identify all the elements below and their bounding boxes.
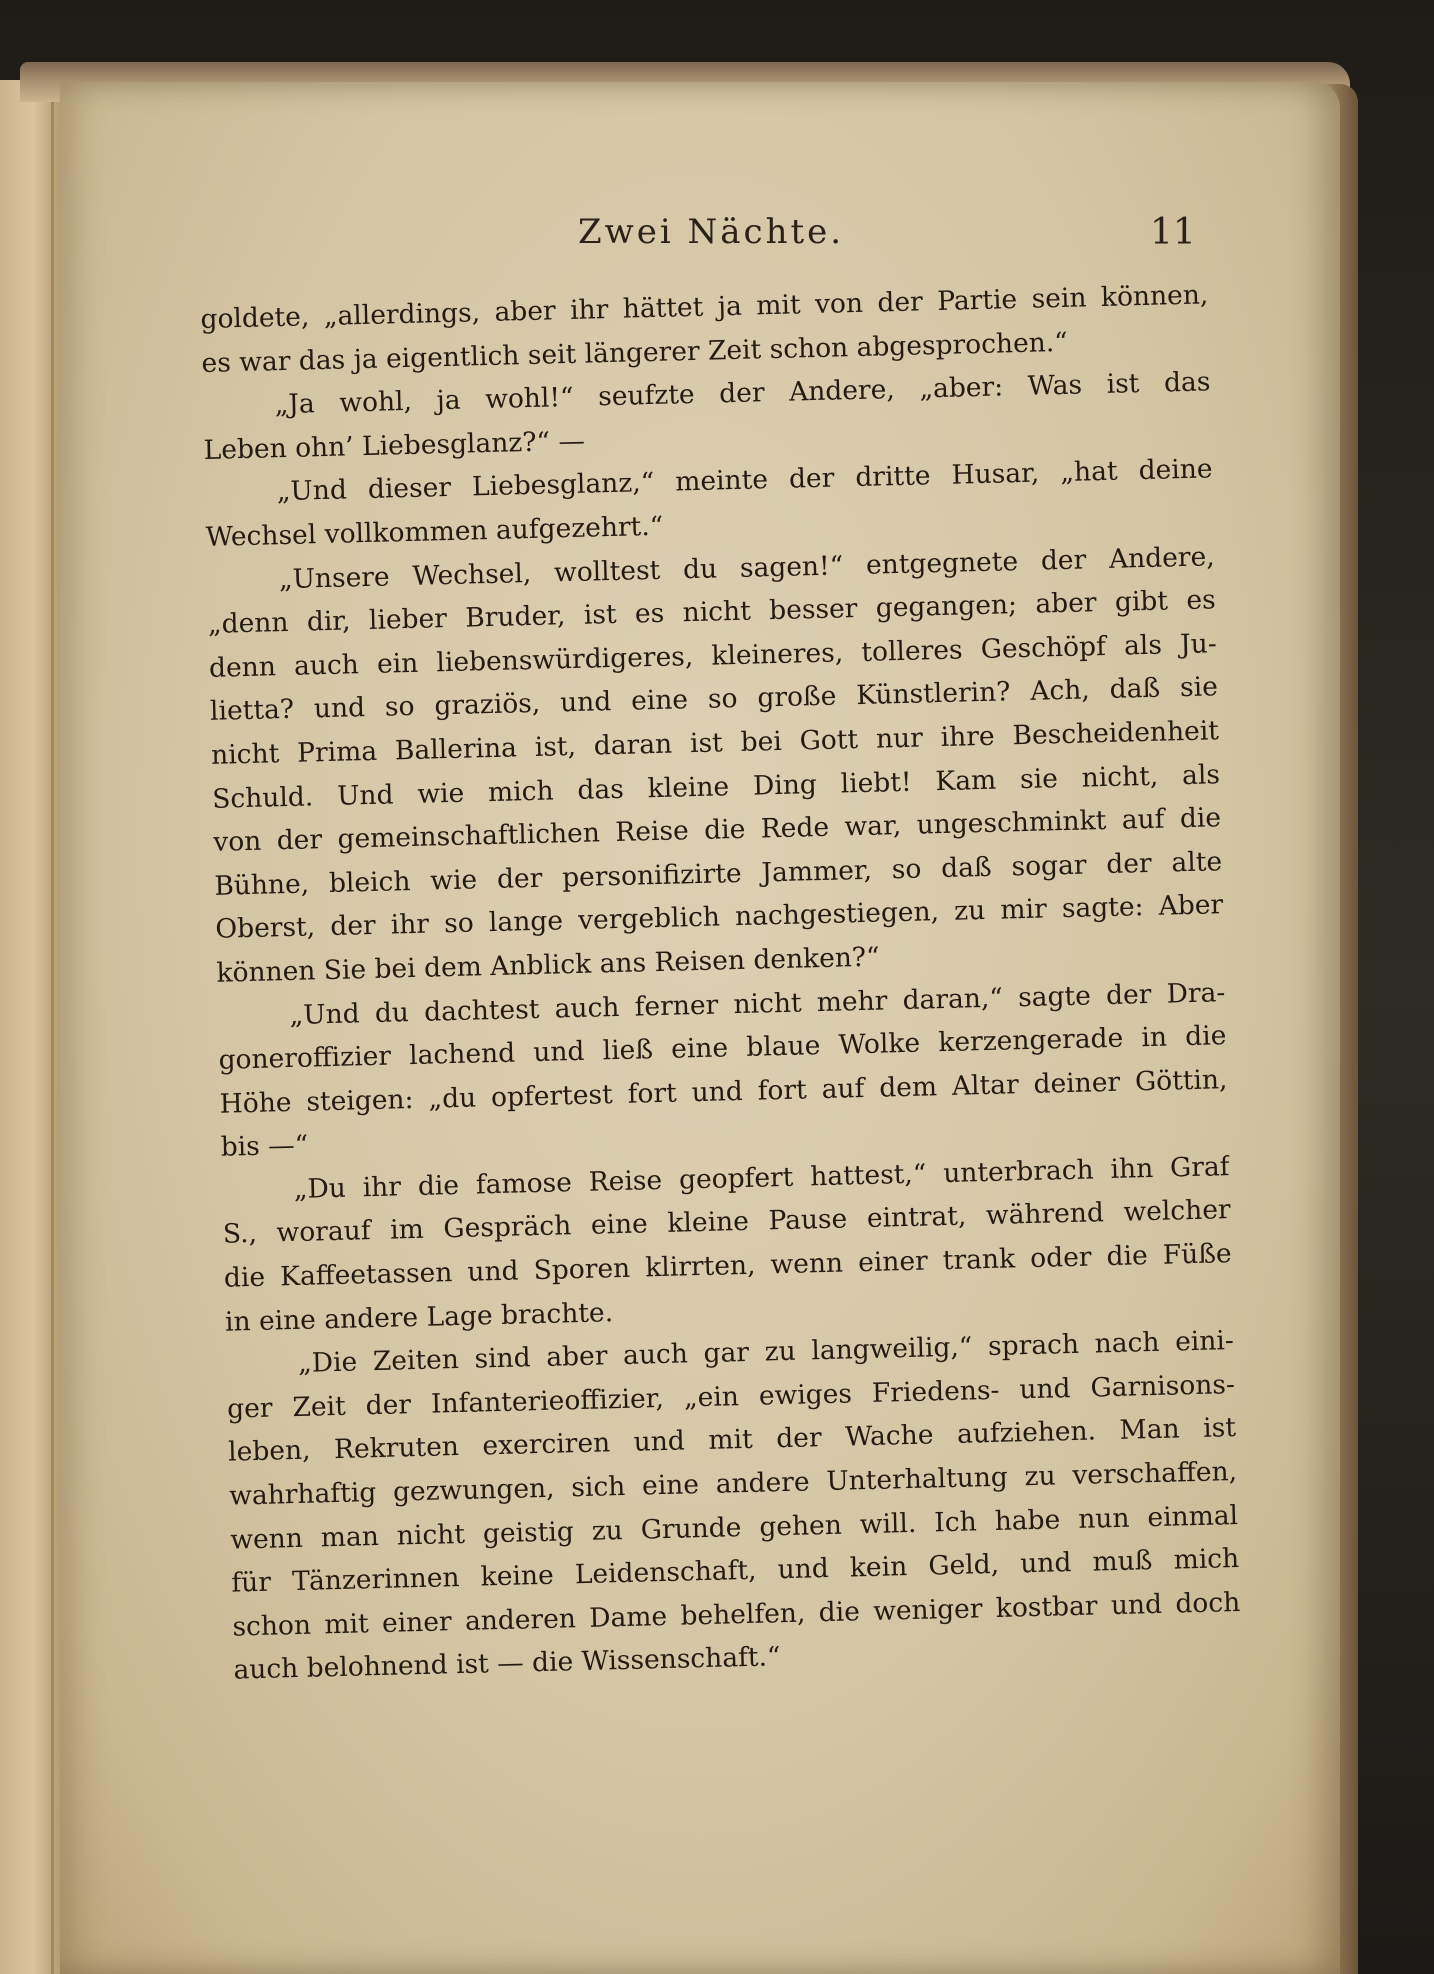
page-number: 11 [1150, 212, 1196, 253]
text-line: „Und du dachtest auch ferner nicht mehr daran,“ sagte der Dra- [289, 976, 1226, 1031]
text-line: denn auch ein liebenswürdigeres, kleineres, tolleres Geschöpf als Ju- [208, 628, 1218, 684]
text-line: Schuld. Und wie mich das kleine Ding liebt! Kam sie nicht, als [211, 758, 1221, 815]
text-line: goldete, „allerdings, aber ihr hättet ja mit von der Partie sein können, [200, 279, 1209, 335]
text-line: bis —“ [220, 1129, 309, 1164]
text-line: ger Zeit der Infanterieoffizier, „ein ewiges Friedens- und Garnisons- [226, 1368, 1236, 1425]
text-line: Wechsel vollkommen aufgezehrt.“ [205, 510, 664, 553]
text-line: „Und dieser Liebesglanz,“ meinte der dritte Husar, „hat deine [276, 453, 1213, 508]
text-line: leben, Rekruten exerciren und mit der Wache aufziehen. Man ist [227, 1412, 1237, 1469]
running-head [0, 212, 1434, 262]
running-title: Zwei Nächte. [578, 212, 845, 252]
text-line: schon mit einer anderen Dame behelfen, die weniger kostbar und doch [232, 1586, 1241, 1643]
text-line: „denn dir, lieber Bruder, ist es nicht besser gegangen; aber gibt es [207, 584, 1217, 641]
text-line: Leben ohn’ Liebesglanz?“ — [203, 425, 586, 466]
text-line: Höhe steigen: „du opfertest fort und fort auf dem Altar deiner Göttin, [219, 1063, 1228, 1120]
text-line: Bühne, bleich wie der personifizirte Jammer, so daß sogar der alte [213, 845, 1223, 902]
text-line: „Ja wohl, ja wohl!“ seufzte der Andere, „aber: Was ist das [274, 366, 1211, 421]
text-line: „Du ihr die famose Reise geopfert hattest,“ unterbrach ihn Graf [293, 1150, 1230, 1205]
text-line: goneroffizier lachend und ließ eine blaue Wolke kerzengerade in die [218, 1020, 1227, 1076]
text-line: wahrhaftig gezwungen, sich eine andere Unterhaltung zu verschaffen, [228, 1456, 1238, 1512]
body-text [200, 273, 1242, 1692]
text-line: von der gemeinschaftlichen Reise die Rede war, ungeschminkt auf die [212, 802, 1222, 858]
text-line: nicht Prima Ballerina ist, daran ist bei Gott nur ihre Bescheidenheit [210, 715, 1220, 771]
text-line: „Die Zeiten sind aber auch gar zu langweilig,“ sprach nach eini- [297, 1325, 1235, 1380]
text-line: können Sie bei dem Anblick ans Reisen denken?“ [216, 941, 880, 989]
text-line: für Tänzerinnen keine Leidenschaft, und kein Geld, und muß mich [231, 1543, 1240, 1599]
text-line: S., worauf im Gespräch eine kleine Pause eintrat, während welcher [222, 1194, 1231, 1251]
text-line: lietta? und so graziös, und eine so große Künstlerin? Ach, daß sie [209, 671, 1219, 728]
text-line: es war das ja eigentlich seit längerer Zeit schon abgesprochen.“ [201, 326, 1069, 379]
text-line: in eine andere Lage brachte. [224, 1296, 614, 1338]
text-line: auch belohnend ist — die Wissenschaft.“ [233, 1641, 781, 1686]
text-line: wenn man nicht geistig zu Grunde gehen will. Ich habe nun einmal [229, 1499, 1239, 1556]
binding-gutter [51, 80, 54, 1974]
facing-page-edge [0, 80, 62, 1974]
text-line: Oberst, der ihr so lange vergeblich nachgestiegen, zu mir sagte: Aber [215, 889, 1224, 946]
text-line: „Unsere Wechsel, wolltest du sagen!“ entgegnete der Andere, [278, 540, 1215, 595]
text-line: die Kaffeetassen und Sporen klirrten, wenn einer trank oder die Füße [223, 1238, 1233, 1294]
